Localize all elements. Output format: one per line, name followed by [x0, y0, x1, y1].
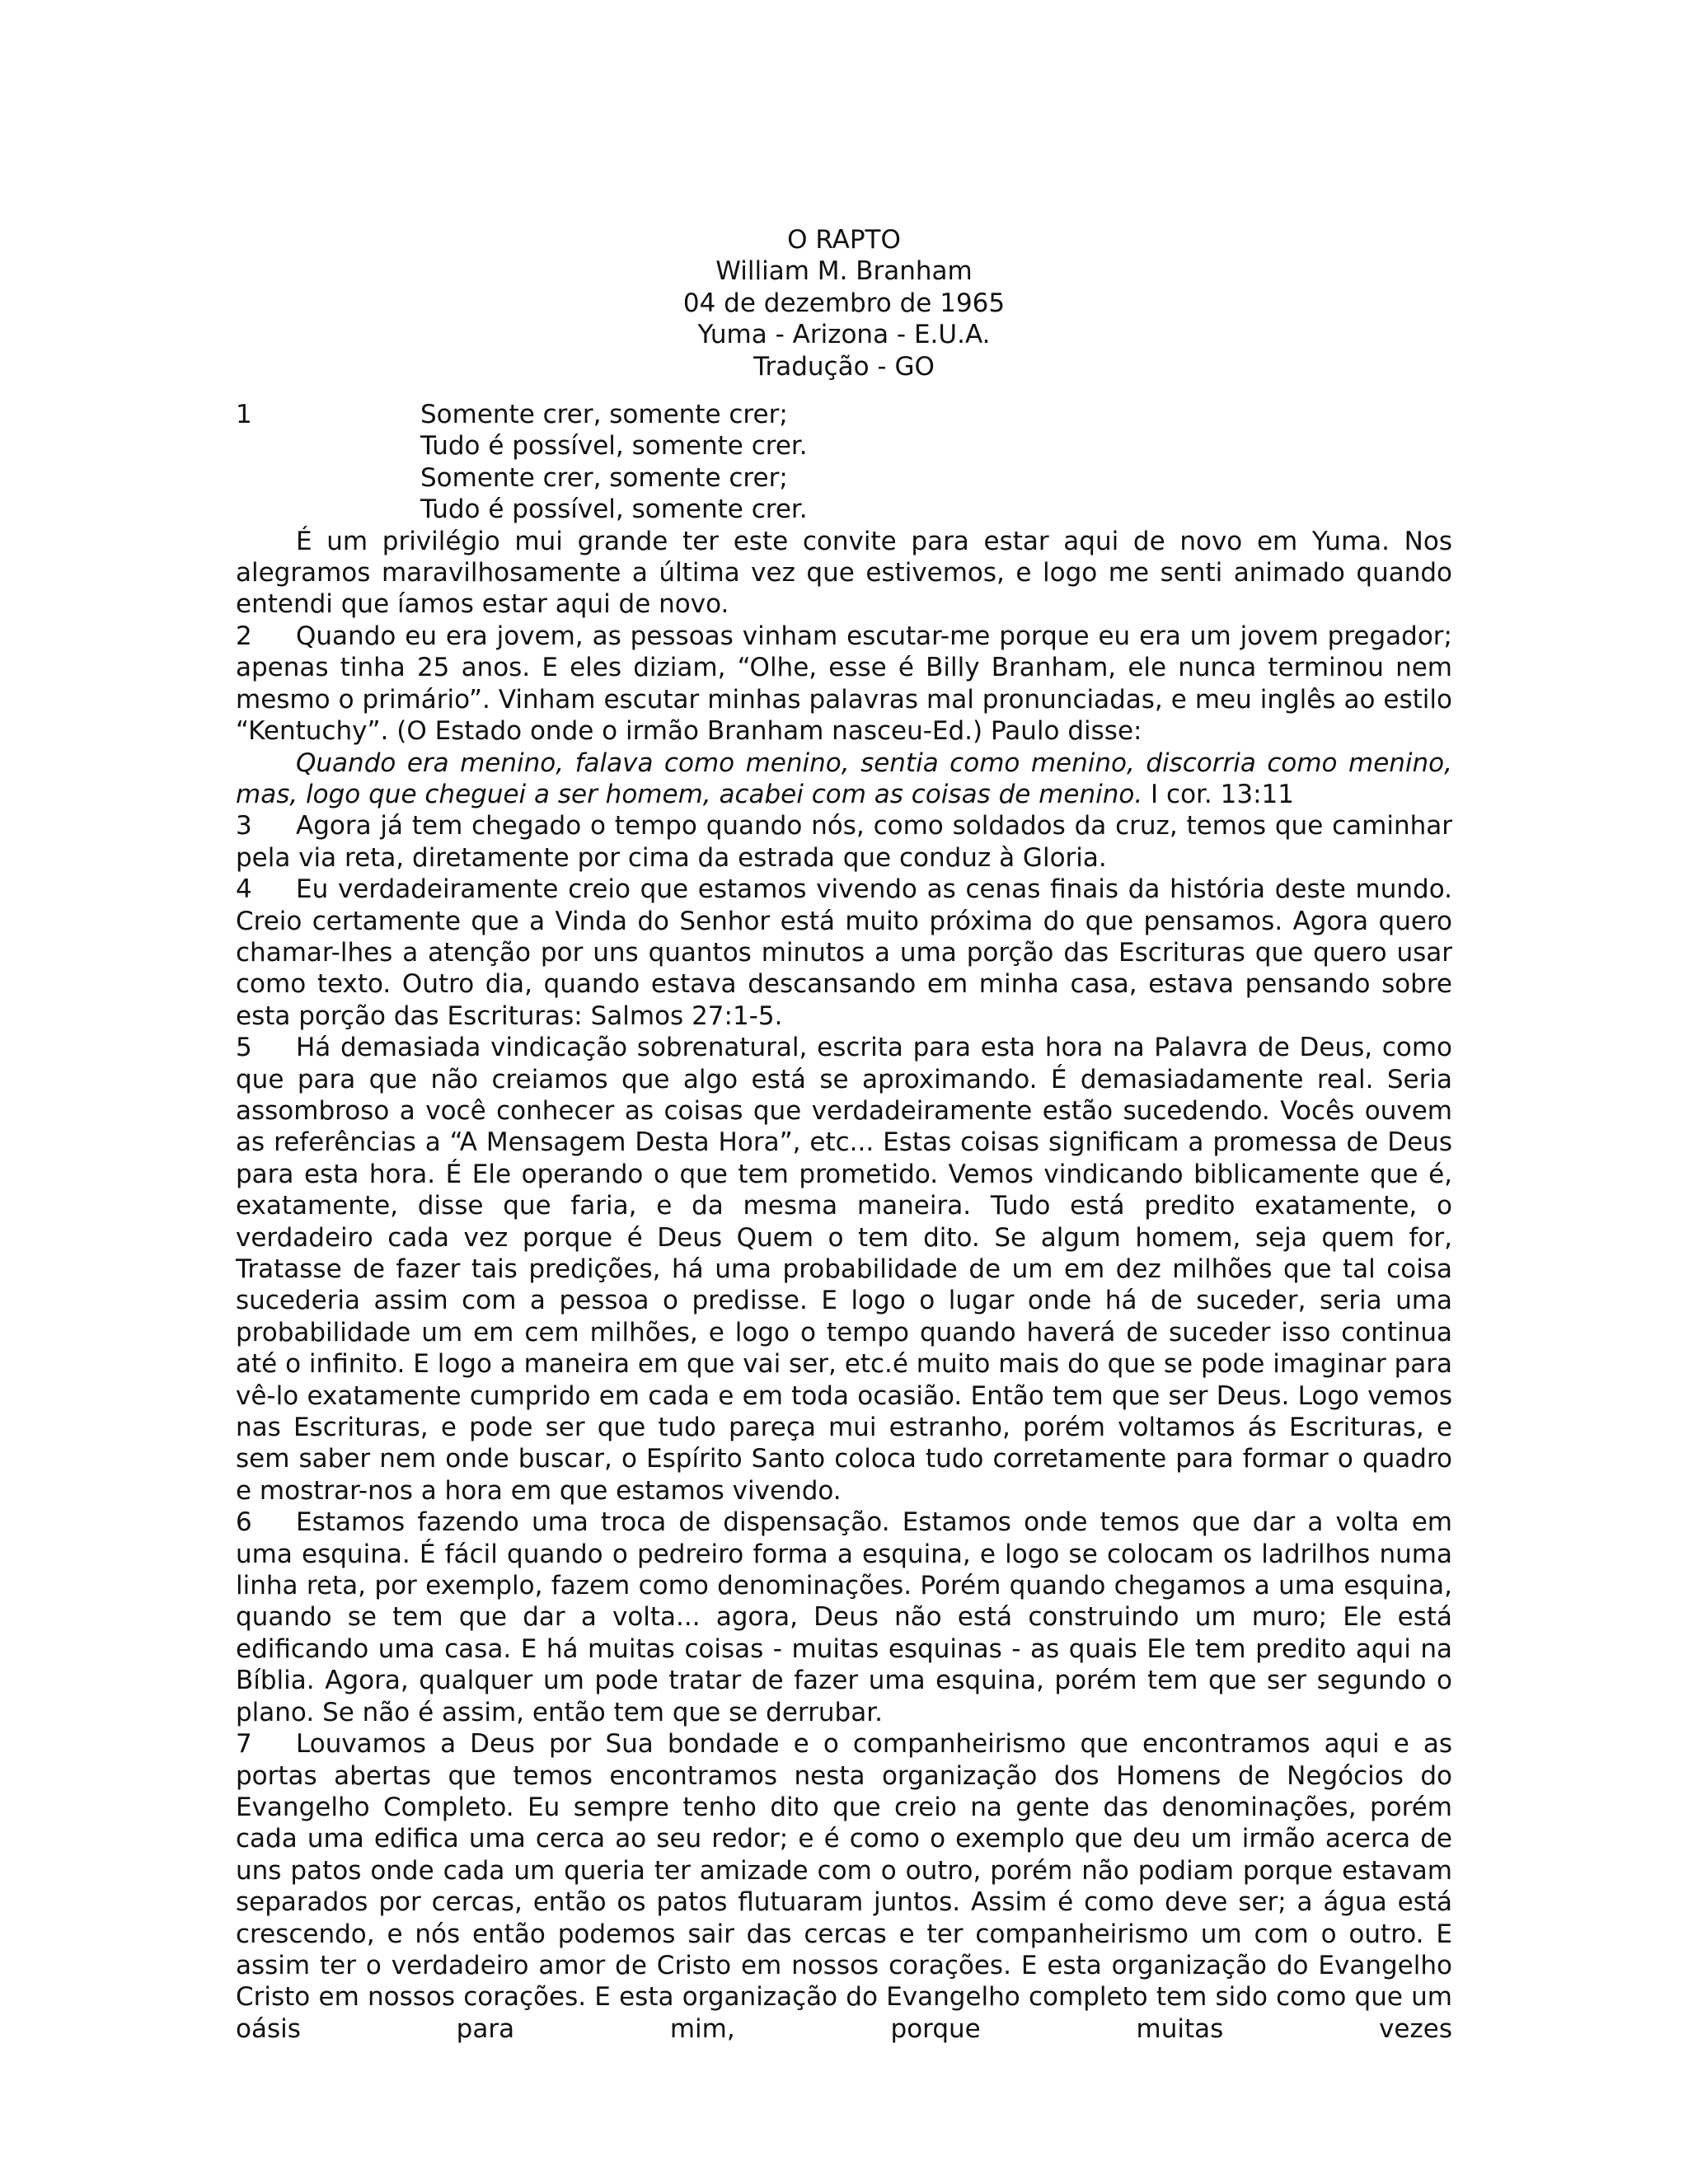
sermon-location: Yuma - Arizona - E.U.A. — [697, 320, 991, 350]
author: William M. Branham — [715, 256, 973, 287]
paragraph-4: 4 Eu verdadeiramente creio que estamos vivendo as cenas finais da história deste mundo. Creio certamente que a Vinda do Senhor está muito próxima do que pensamos. Agora quero chamar-lhes a atenção por uns quantos minutos a uma porção das Escrituras que quero usar como texto. Outro dia, quando estava descansando em minha casa, estava pensando sobre esta porção das Escrituras: Salmos 27:1-5. — [236, 874, 1452, 1031]
paragraph-number: 5 — [236, 1033, 252, 1063]
poem-line: Somente crer, somente crer; — [420, 400, 788, 430]
paragraph-5: 5 Há demasiada vindicação sobrenatural, escrita para esta hora na Palavra de Deus, como que para que não creiamos que algo está se aproximando. É demasiadamente real. Seria assombroso a você conhecer as coisas que verdadeiramente estão sucedendo. Vocês ouvem as referências a “A Mensagem Desta Hora”, etc... Estas coisas significam a promessa de Deus para esta hora. É Ele operando o que tem prometido. Vemos vindicando biblicamente que é, exatamente, disse que faria, e da mesma maneira. Tudo está predito exatamente, o verdadeiro cada vez porque é Deus Quem o tem dito. Se algum homem, seja quem for, Tratasse de fazer tais predições, há uma probabilidade de um em dez milhões que tal coisa sucederia assim com a pessoa o predisse. E logo o lugar onde há de suceder, seria uma probabilidade um em cem milhões, e logo o tempo quando haverá de suceder isso continua até o infinito. E logo a maneira em que vai ser, etc.é muito mais do que se pode imaginar para vê-lo exatamente cumprido em cada e em toda ocasião. Então tem que ser Deus. Logo vemos nas Escrituras, e pode ser que tudo pareça mui estranho, porém voltamos ás Escrituras, e sem saber nem onde buscar, o Espírito Santo coloca tudo corretamente para formar o quadro e mostrar-nos a hora em que estamos vivendo. — [236, 1033, 1452, 1506]
poem-line: Somente crer, somente crer; — [420, 462, 788, 493]
scripture-reference: I cor. 13:11 — [1142, 779, 1294, 809]
paragraph-number: 3 — [236, 811, 252, 841]
document-header — [236, 224, 1452, 382]
paragraph-7: 7 Louvamos a Deus por Sua bondade e o companheirismo que encontramos aqui e as portas abertas que temos encontramos nesta organização dos Homens de Negócios do Evangelho Completo. Eu sempre tenho dito que creio na gente das denominações, porém cada uma edifica uma cerca ao seu redor; e é como o exemplo que deu um irmão acerca de uns patos onde cada um queria ter amizade com o outro, porém não podiam porque estavam separados por cercas, então os patos flutuaram juntos. Assim é como deve ser; a água está crescendo, e nós então podemos sair das cercas e ter companheirismo um com o outro. E assim ter o verdadeiro amor de Cristo em nossos corações. E esta organização do Evangelho Cristo em nossos corações. E esta organização do Evangelho completo tem sido como que um oásis para mim, porque muitas vezes — [236, 1729, 1452, 2044]
paragraph-number: 1 — [236, 400, 252, 430]
paragraph-6: 6 Estamos fazendo uma troca de dispensação. Estamos onde temos que dar a volta em uma esquina. É fácil quando o pedreiro forma a esquina, e logo se colocam os ladrilhos numa linha reta, por exemplo, fazem como denominações. Porém quando chegamos a uma esquina, quando se tem que dar a volta... agora, Deus não está construindo um muro; Ele está edificando uma casa. E há muitas coisas - muitas esquinas - as quais Ele tem predito aqui na Bíblia. Agora, qualquer um pode tratar de fazer uma esquina, porém tem que ser segundo o plano. Se não é assim, então tem que se derrubar. — [236, 1507, 1452, 1727]
document-title: O RAPTO — [787, 225, 901, 255]
paragraph-number: 7 — [236, 1729, 252, 1760]
paragraph-number: 4 — [236, 874, 252, 905]
scripture-quote: Quando era menino, falava como menino, sentia como menino, discorria como menino, mas, logo que cheguei a ser homem, acabei com as coisas de menino. I cor. 13:11 — [236, 748, 1452, 809]
document-page — [236, 224, 1452, 2045]
paragraph-number: 6 — [236, 1507, 252, 1538]
poem-line: Tudo é possível, somente crer. — [420, 431, 808, 462]
paragraph-1: É um privilégio mui grande ter este convite para estar aqui de novo em Yuma. Nos alegramos maravilhosamente a última vez que estivemos, e logo me senti animado quando entendi que íamos estar aqui de novo. — [236, 526, 1452, 620]
sermon-date: 04 de dezembro de 1965 — [682, 288, 1006, 318]
poem-line: Tudo é possível, somente crer. — [420, 494, 808, 525]
paragraph-2: 2 Quando eu era jovem, as pessoas vinham escutar-me porque eu era um jovem pregador; apenas tinha 25 anos. E eles diziam, “Olhe, esse é Billy Branham, ele nunca terminou nem mesmo o primário”. Vinham escutar minhas palavras mal pronunciadas, e meu inglês ao estilo “Kentuchy”. (O Estado onde o irmão Branham nasceu-Ed.) Paulo disse: — [236, 621, 1452, 747]
paragraph-1-poem — [236, 399, 1452, 526]
paragraph-3: 3 Agora já tem chegado o tempo quando nós, como soldados da cruz, temos que caminhar pela via reta, diretamente por cima da estrada que conduz à Gloria. — [236, 811, 1452, 873]
paragraph-number: 2 — [236, 621, 252, 651]
translation-credit: Tradução - GO — [753, 351, 935, 382]
